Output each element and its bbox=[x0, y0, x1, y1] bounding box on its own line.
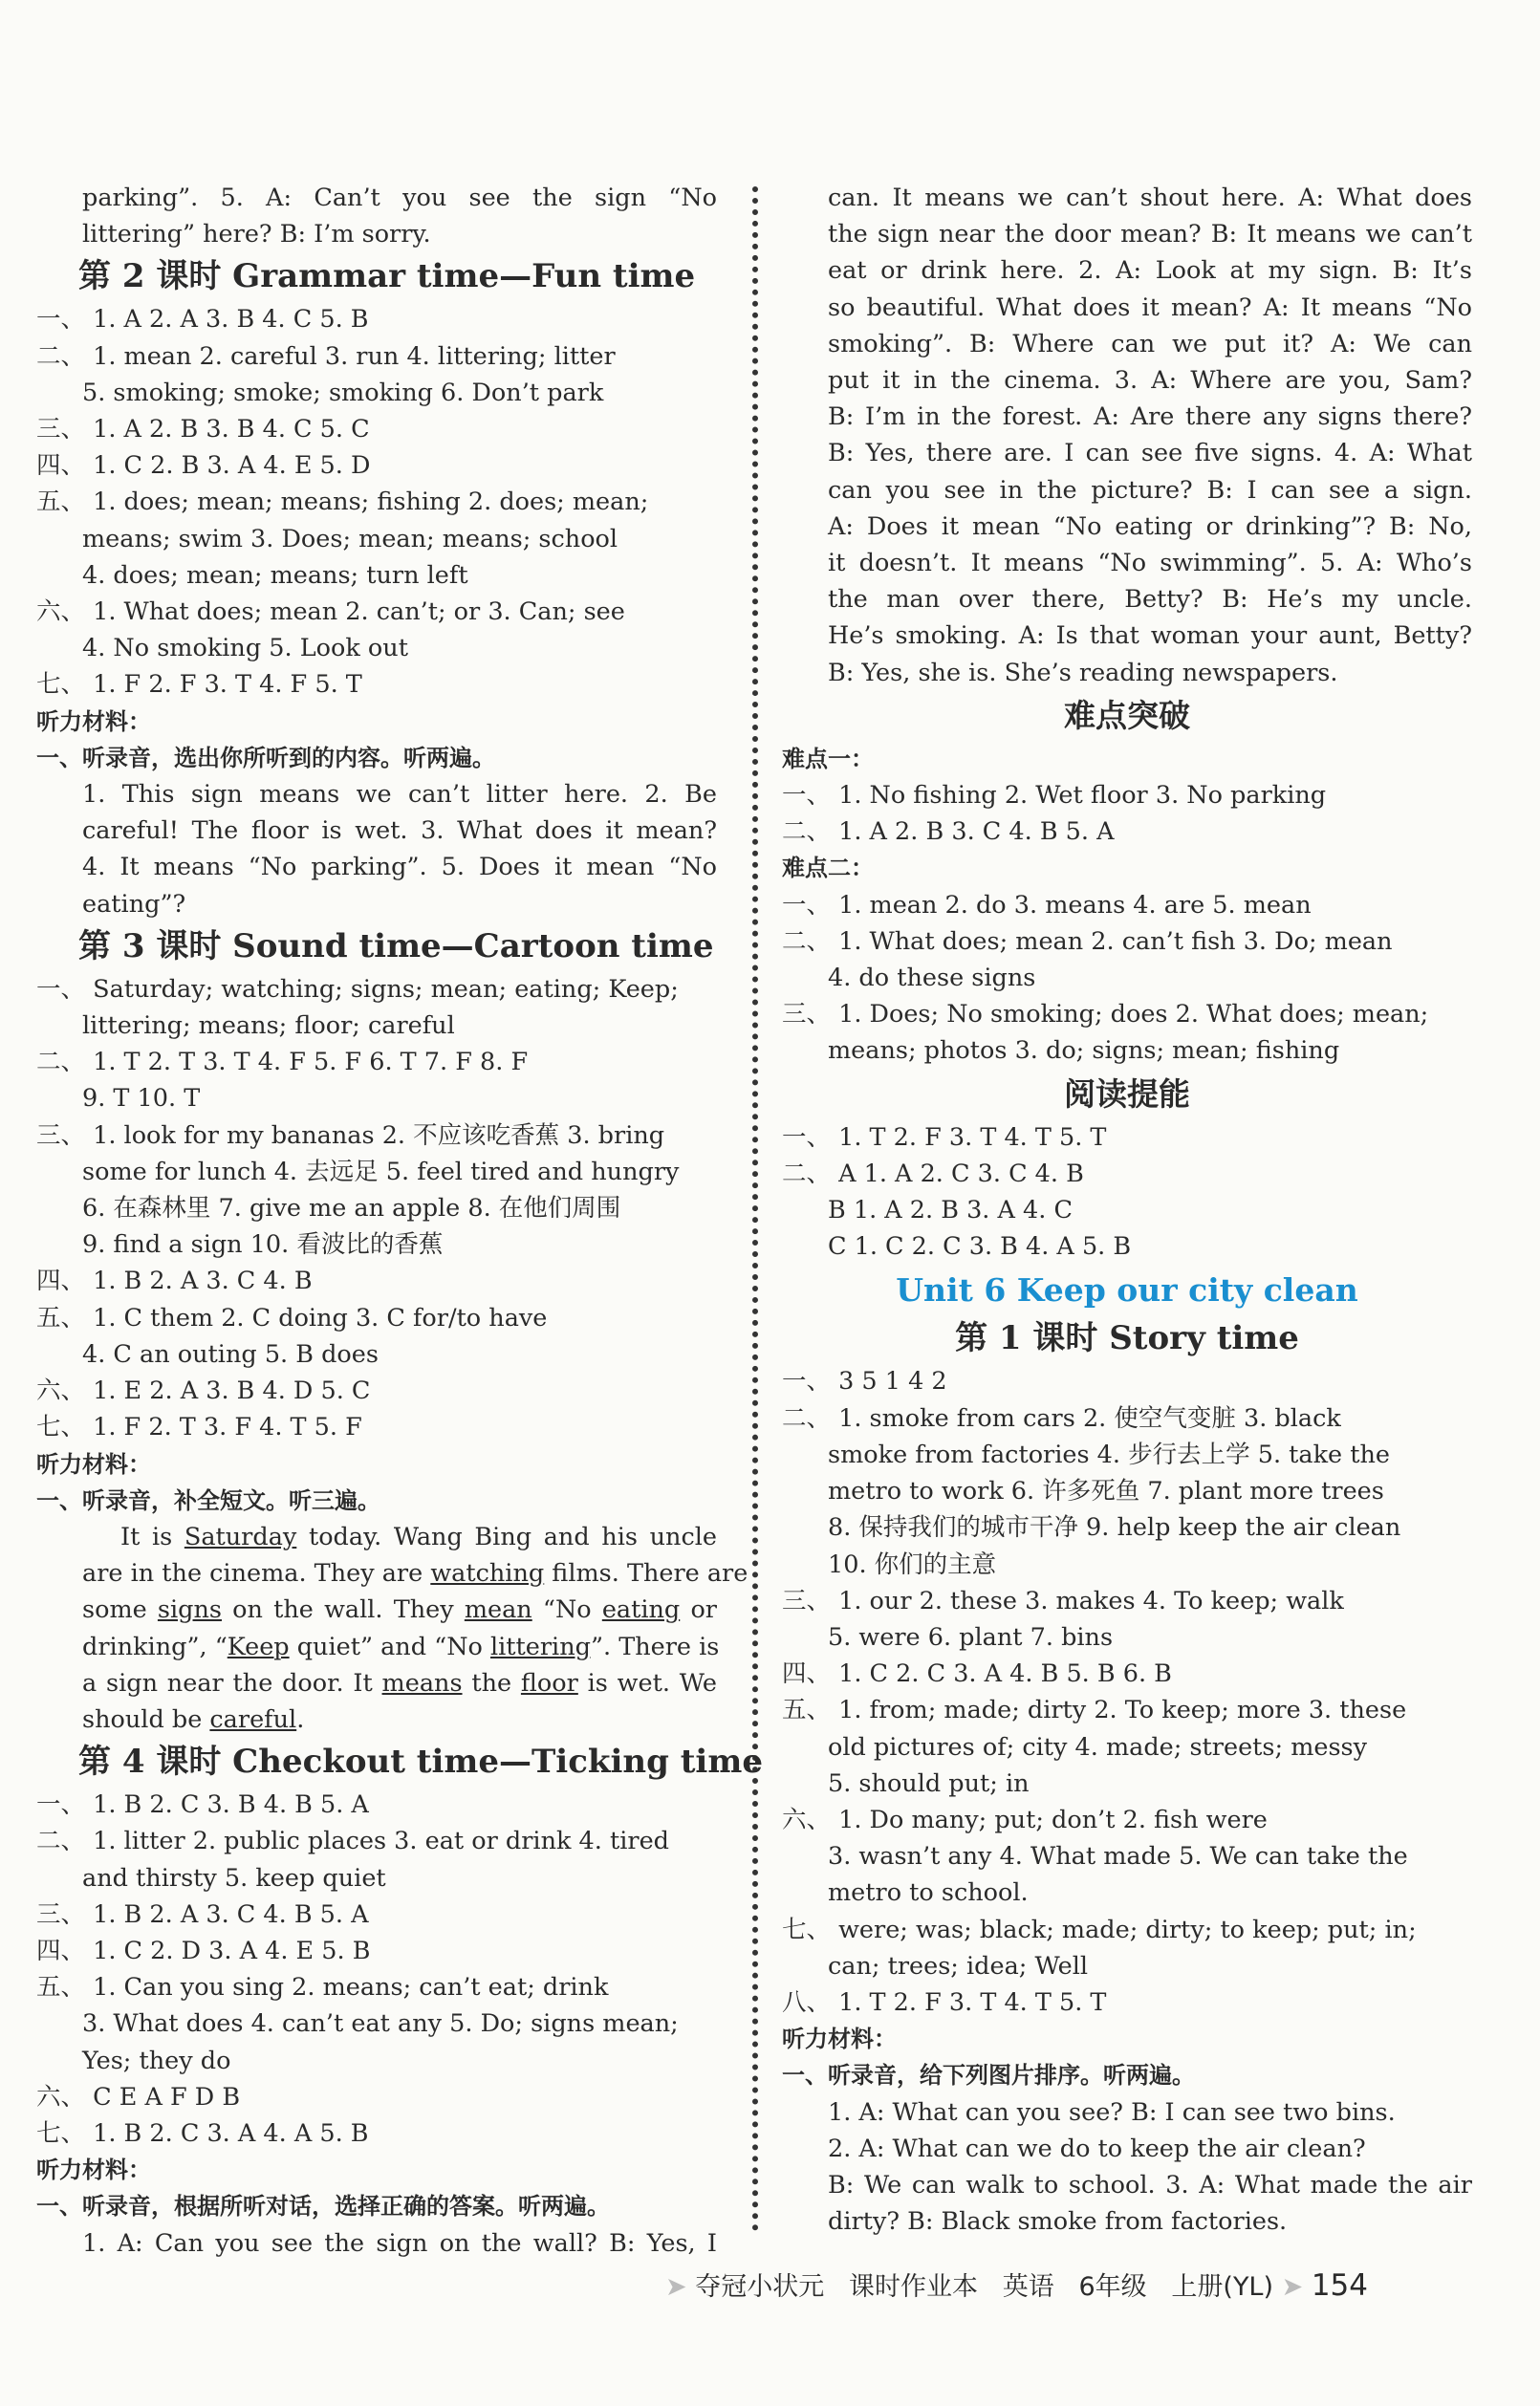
answer-line: 一、 1. A 2. A 3. B 4. C 5. B bbox=[36, 305, 369, 335]
page-footer bbox=[665, 2265, 1368, 2303]
blank-answer: Saturday bbox=[184, 1522, 297, 1551]
listening-material-label: 听力材料： bbox=[36, 2157, 151, 2184]
transcript-line: 1. A: What can you see? B: I can see two bins. bbox=[828, 2097, 1396, 2127]
subsection-label: 难点二： bbox=[782, 855, 874, 882]
answer-line: 二、 1. T 2. T 3. T 4. F 5. F 6. T 7. F 8. F bbox=[36, 1048, 529, 1077]
answer-line: 四、 1. C 2. B 3. A 4. E 5. D bbox=[36, 451, 371, 481]
transcript-line: 2. A: What can we do to keep the air clean? bbox=[828, 2134, 1366, 2163]
answer-line: 9. T 10. T bbox=[82, 1084, 201, 1114]
lesson-3-heading: 第 3 课时 Sound time—Cartoon time bbox=[78, 926, 714, 965]
text-line: parking”. 5. A: Can’t you see the sign “No bbox=[82, 184, 717, 212]
answer-line: some for lunch 4. 去远足 5. feel tired and hungry bbox=[82, 1157, 680, 1186]
answer-line: 一、 3 5 1 4 2 bbox=[782, 1367, 947, 1397]
answer-line: means; photos 3. do; signs; mean; fishing bbox=[828, 1036, 1340, 1066]
answer-line: 五、 1. does; mean; means; fishing 2. does; mean; bbox=[36, 488, 649, 517]
transcript-line: B: Yes, there are. I can see five signs. 4. A: What bbox=[828, 439, 1472, 468]
transcript-line: B: Yes, she is. She’s reading newspapers. bbox=[828, 658, 1338, 687]
transcript-line: put it in the cinema. 3. A: Where are you, Sam? bbox=[828, 366, 1472, 396]
answer-line: 4. does; mean; means; turn left bbox=[82, 560, 468, 590]
answer-line: 6. 在森林里 7. give me an apple 8. 在他们周围 bbox=[82, 1194, 621, 1224]
text-line: littering” here? B: I’m sorry. bbox=[82, 220, 431, 249]
blank-answer: floor bbox=[520, 1668, 578, 1698]
answer-line: 8. 保持我们的城市干净 9. help keep the air clean bbox=[828, 1513, 1401, 1543]
unit-6-heading: Unit 6 Keep our city clean bbox=[896, 1271, 1358, 1310]
answer-line: 三、 1. B 2. A 3. C 4. B 5. A bbox=[36, 1899, 369, 1929]
answer-line: Yes; they do bbox=[82, 2046, 231, 2075]
answer-line: 六、 1. What does; mean 2. can’t; or 3. Can; see bbox=[36, 597, 625, 627]
answer-line: 一、 1. No fishing 2. Wet floor 3. No parking bbox=[782, 781, 1327, 811]
answer-line: 七、 1. F 2. T 3. F 4. T 5. F bbox=[36, 1413, 362, 1442]
blank-answer: means bbox=[381, 1668, 463, 1698]
answer-line: 4. C an outing 5. B does bbox=[82, 1339, 379, 1369]
answer-line: 五、 1. from; made; dirty 2. To keep; more 3. these bbox=[782, 1696, 1407, 1725]
listening-material-label: 听力材料： bbox=[36, 707, 151, 735]
transcript-line: it doesn’t. It means “No swimming”. 5. A: Who’s bbox=[828, 549, 1472, 578]
answer-line: 一、 1. mean 2. do 3. means 4. are 5. mean bbox=[782, 890, 1312, 920]
reading-section-heading: 阅读提能 bbox=[1064, 1074, 1190, 1113]
lesson-4-heading: 第 4 课时 Checkout time—Ticking time bbox=[78, 1743, 763, 1782]
subsection-label: 难点一： bbox=[782, 745, 874, 772]
transcript-line: eating”? bbox=[82, 889, 186, 919]
transcript-line: B: I’m in the forest. A: Are there any signs there? bbox=[828, 402, 1472, 432]
transcript-line: can you see in the picture? B: I can see a sign. bbox=[828, 475, 1472, 505]
difficulty-section-heading: 难点突破 bbox=[1064, 696, 1190, 734]
answer-line: 三、 1. our 2. these 3. makes 4. To keep; walk bbox=[782, 1586, 1344, 1615]
answer-line: 五、 1. C them 2. C doing 3. C for/to have bbox=[36, 1303, 548, 1333]
blank-answer: littering bbox=[489, 1632, 591, 1661]
answer-line: 三、 1. look for my bananas 2. 不应该吃香蕉 3. bring bbox=[36, 1120, 665, 1150]
transcript-line: 1. A: Can you see the sign on the wall? B: Yes, I bbox=[82, 2228, 717, 2258]
transcript-line: 4. It means “No parking”. 5. Does it mean “No bbox=[82, 853, 717, 882]
answer-line: 3. wasn’t any 4. What made 5. We can take the bbox=[828, 1842, 1408, 1872]
blank-answer: watching bbox=[430, 1559, 545, 1589]
answer-line: 5. smoking; smoke; smoking 6. Don’t park bbox=[82, 378, 604, 407]
answer-line: C 1. C 2. C 3. B 4. A 5. B bbox=[828, 1232, 1132, 1262]
answer-line: 八、 1. T 2. F 3. T 4. T 5. T bbox=[782, 1987, 1107, 2017]
answer-line: 3. What does 4. can’t eat any 5. Do; signs mean; bbox=[82, 2009, 679, 2039]
answer-line: 一、 1. T 2. F 3. T 4. T 5. T bbox=[782, 1122, 1107, 1152]
answer-line: 三、 1. Does; No smoking; does 2. What does; mean; bbox=[782, 1000, 1429, 1030]
answer-line: metro to school. bbox=[828, 1878, 1029, 1908]
answer-line: 5. should put; in bbox=[828, 1768, 1030, 1798]
answer-line: 二、 1. A 2. B 3. C 4. B 5. A bbox=[782, 817, 1115, 847]
transcript-line: He’s smoking. A: Is that woman your aunt, Betty? bbox=[828, 621, 1472, 651]
blank-answer: careful bbox=[209, 1704, 297, 1734]
passage-line: a sign near the door. It means the floor is wet. We bbox=[82, 1668, 717, 1698]
blank-answer: signs bbox=[157, 1595, 222, 1625]
lesson-1-heading: 第 1 课时 Story time bbox=[955, 1319, 1299, 1358]
instruction-line: 一、听录音，补全短文。听三遍。 bbox=[36, 1486, 380, 1514]
blank-answer: Keep bbox=[227, 1632, 290, 1661]
book-title: 课时作业本 bbox=[848, 2272, 978, 2302]
transcript-line: smoking”. B: Where can we put it? A: We can bbox=[828, 329, 1472, 358]
column-divider bbox=[752, 186, 758, 2232]
volume: 上册(YL) bbox=[1171, 2272, 1274, 2302]
answer-line: 二、 1. What does; mean 2. can’t fish 3. Do; mean bbox=[782, 926, 1393, 956]
transcript-line: careful! The floor is wet. 3. What does it mean? bbox=[82, 816, 717, 846]
transcript-line: the sign near the door mean? B: It means we can’t bbox=[828, 220, 1472, 249]
answer-line: 4. do these signs bbox=[828, 964, 1036, 993]
answer-line: 二、 1. litter 2. public places 3. eat or drink 4. tired bbox=[36, 1827, 670, 1856]
blank-answer: eating bbox=[601, 1595, 681, 1625]
answer-line: 七、 1. B 2. C 3. A 4. A 5. B bbox=[36, 2118, 369, 2148]
passage-line: some signs on the wall. They mean “No eating or bbox=[82, 1595, 717, 1625]
answer-line: 5. were 6. plant 7. bins bbox=[828, 1622, 1114, 1652]
answer-line: 三、 1. A 2. B 3. B 4. C 5. C bbox=[36, 415, 370, 444]
answer-line: 二、 1. smoke from cars 2. 使空气变脏 3. black bbox=[782, 1403, 1341, 1433]
passage-line: drinking”, “Keep quiet” and “No littering”. There is bbox=[82, 1632, 720, 1661]
listening-material-label: 听力材料： bbox=[36, 1450, 151, 1478]
answer-line: 六、 C E A F D B bbox=[36, 2082, 241, 2112]
answer-line: and thirsty 5. keep quiet bbox=[82, 1863, 386, 1893]
left-column bbox=[36, 180, 763, 2262]
answer-line: 七、 were; was; black; made; dirty; to keep; put; in; bbox=[782, 1915, 1417, 1944]
answer-line: 10. 你们的主意 bbox=[828, 1550, 997, 1579]
passage-line: should be careful. bbox=[82, 1704, 305, 1734]
answer-line: 4. No smoking 5. Look out bbox=[82, 634, 408, 663]
arrow-right-icon: ➤ bbox=[665, 2272, 687, 2302]
answer-line: 六、 1. Do many; put; don’t 2. fish were bbox=[782, 1805, 1268, 1834]
transcript-line: A: Does it mean “No eating or drinking”? B: No, bbox=[828, 511, 1472, 541]
answer-line: 七、 1. F 2. F 3. T 4. F 5. T bbox=[36, 670, 362, 700]
answer-line: means; swim 3. Does; mean; means; school bbox=[82, 524, 618, 553]
blank-answer: mean bbox=[464, 1595, 532, 1625]
listening-material-label: 听力材料： bbox=[782, 2026, 897, 2053]
answer-line: 二、 1. mean 2. careful 3. run 4. littering; litter bbox=[36, 341, 616, 371]
answer-line: 五、 1. Can you sing 2. means; can’t eat; drink bbox=[36, 1973, 609, 2003]
transcript-line: dirty? B: Black smoke from factories. bbox=[828, 2207, 1288, 2237]
answer-line: old pictures of; city 4. made; streets; messy bbox=[828, 1732, 1368, 1762]
instruction-line: 一、听录音，给下列图片排序。听两遍。 bbox=[782, 2062, 1195, 2090]
page-number: 154 bbox=[1311, 2268, 1368, 2303]
answer-line: metro to work 6. 许多死鱼 7. plant more trees bbox=[828, 1477, 1384, 1506]
answer-line: smoke from factories 4. 步行去上学 5. take the bbox=[828, 1440, 1391, 1469]
grade: 6年级 bbox=[1078, 2272, 1147, 2302]
subject: 英语 bbox=[1002, 2272, 1054, 2302]
answer-line: 四、 1. C 2. C 3. A 4. B 5. B 6. B bbox=[782, 1659, 1172, 1689]
answer-line: 9. find a sign 10. 看波比的香蕉 bbox=[82, 1230, 444, 1260]
passage-line: are in the cinema. They are watching films. There are bbox=[82, 1559, 748, 1589]
answer-line: B 1. A 2. B 3. A 4. C bbox=[828, 1196, 1073, 1225]
answer-line: 一、 Saturday; watching; signs; mean; eating; Keep; bbox=[36, 974, 679, 1004]
answer-line: can; trees; idea; Well bbox=[828, 1951, 1089, 1981]
transcript-line: the man over there, Betty? B: He’s my uncle. bbox=[828, 585, 1472, 615]
brand-name: 夺冠小状元 bbox=[695, 2272, 825, 2302]
transcript-line: 1. This sign means we can’t litter here. 2. Be bbox=[82, 780, 717, 810]
arrow-right-icon: ➤ bbox=[1281, 2272, 1304, 2302]
answer-line: 六、 1. E 2. A 3. B 4. D 5. C bbox=[36, 1376, 371, 1406]
transcript-line: eat or drink here. 2. A: Look at my sign. B: It’s bbox=[828, 256, 1472, 286]
instruction-line: 一、听录音，选出你所听到的内容。听两遍。 bbox=[36, 744, 495, 771]
answer-line: 四、 1. C 2. D 3. A 4. E 5. B bbox=[36, 1936, 371, 1965]
answer-line: littering; means; floor; careful bbox=[82, 1011, 455, 1041]
transcript-line: can. It means we can’t shout here. A: What does bbox=[828, 184, 1472, 212]
answer-line: 四、 1. B 2. A 3. C 4. B bbox=[36, 1267, 313, 1296]
right-column bbox=[782, 180, 1472, 2240]
passage-line: It is Saturday today. Wang Bing and his uncle bbox=[120, 1522, 717, 1551]
transcript-line: so beautiful. What does it mean? A: It means “No bbox=[828, 293, 1472, 322]
answer-line: 一、 1. B 2. C 3. B 4. B 5. A bbox=[36, 1790, 369, 1820]
instruction-line: 一、听录音，根据所听对话，选择正确的答案。听两遍。 bbox=[36, 2193, 610, 2221]
lesson-2-heading: 第 2 课时 Grammar time—Fun time bbox=[78, 257, 696, 296]
answer-line: 二、 A 1. A 2. C 3. C 4. B bbox=[782, 1159, 1084, 1188]
transcript-line: B: We can walk to school. 3. A: What made the air bbox=[828, 2170, 1472, 2200]
